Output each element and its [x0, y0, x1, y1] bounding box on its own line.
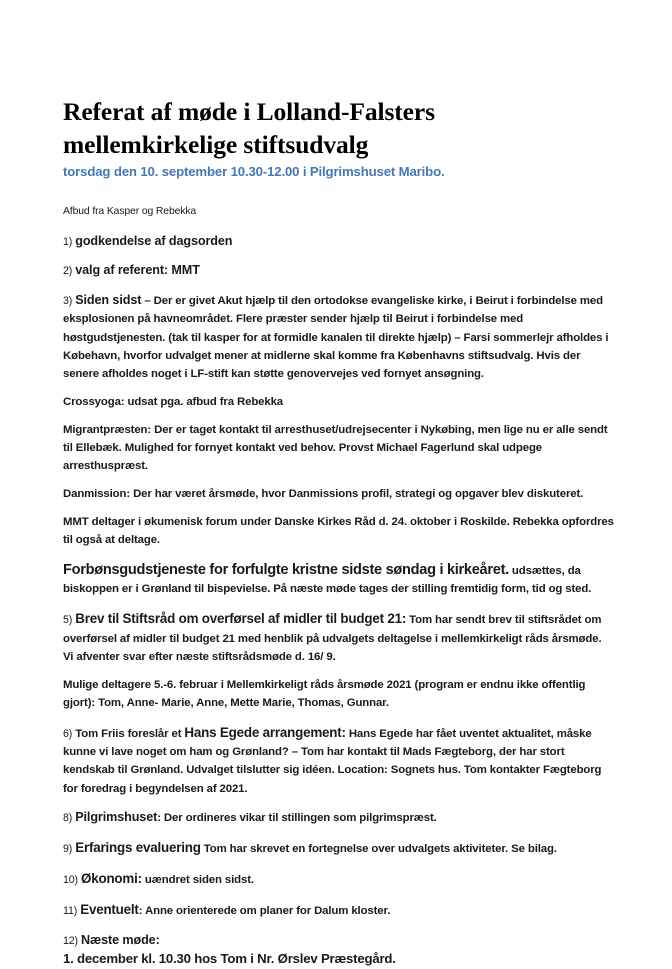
agenda-item-11-number: 11): [63, 905, 78, 918]
agenda-item-10: [63, 868, 614, 889]
agenda-item-9: [63, 837, 614, 858]
agenda-item-3: [63, 290, 614, 383]
agenda-item-10-number: 10): [63, 874, 78, 887]
paragraph-migrant: [63, 421, 614, 476]
paragraph-forbonsgudstjeneste: [63, 559, 614, 599]
paragraph-deltagere-text: Mulige deltagere 5.-6. februar i Mellemkirkeligt råds årsmøde 2021 (program er endnu ikke offentlig gjort): Tom, Anne- Marie, Anne, Mette Marie, Thomas, Gunnar.: [63, 678, 586, 710]
agenda-item-8-heading: Pilgrimshuset: [75, 810, 158, 825]
paragraph-mmt-text: MMT deltager i økumenisk forum under Danske Kirkes Råd d. 24. oktober i Roskilde. Rebekka opfordres til også at deltage.: [63, 515, 614, 546]
agenda-item-6-body: Hans Egede har fået uventet aktualitet, måske kunne vi lave noget om ham og Grønland? – Tom har kontakt til Mads Fægteborg, der har stort kendskab til Grønland. Udvalget tilslutter sig idéen. Location: Sognets hus. Tom kontakter Fægteborg for foredrag i begyndelsen af 2021.: [63, 727, 602, 795]
paragraph-migrant-text: Migrantpræsten: Der er taget kontakt til arresthuset/udrejsecenter i Nykøbing, men lige nu er alle sendt til Ellebæk. Mulighed for fornyet kontakt ved behov. Provst Michael Fagerlund skal udpege arresthuspræst.: [63, 423, 608, 473]
forbonsgudstjeneste-body: udsættes, da biskoppen er i Grønland til bispevielse. På næste møde tages der stilling fremtidig form, tid og sted.: [63, 564, 592, 596]
absence-note-text: Afbud fra Kasper og Rebekka: [63, 206, 197, 218]
agenda-item-1: [63, 231, 614, 251]
agenda-item-2-number: 2): [63, 265, 73, 278]
paragraph-crossyoga-text: Crossyoga: udsat pga. afbud fra Rebekka: [63, 395, 284, 408]
agenda-item-5-number: 5): [63, 614, 73, 627]
paragraph-danmission-text: Danmission: Der har været årsmøde, hvor Danmissions profil, strategi og opgaver blev diskuteret.: [63, 487, 584, 500]
agenda-item-1-heading: godkendelse af dagsorden: [75, 233, 233, 248]
agenda-item-8-body: : Der ordineres vikar til stillingen som pilgrimspræst.: [157, 812, 437, 825]
page-title: Referat af møde i Lolland-Falsters mellemkirkelige stiftsudvalg: [63, 97, 435, 159]
paragraph-mmt: [63, 513, 614, 550]
agenda-item-6-heading: Hans Egede arrangement:: [184, 724, 346, 740]
agenda-item-8-number: 8): [63, 812, 73, 825]
absence-note: [63, 202, 614, 221]
agenda-item-11-heading: Eventuelt: [80, 902, 139, 918]
forbonsgudstjeneste-heading: Forbønsgudstjeneste for forfulgte kristne sidste søndag i kirkeåret.: [63, 561, 509, 578]
agenda-item-5-heading: Brev til Stiftsråd om overførsel af midler til budget 21:: [75, 611, 407, 627]
agenda-item-3-body: – Der er givet Akut hjælp til den ortodokse evangeliske kirke, i Beirut i forbindelse med eksplosionen på havneområdet. Flere præster sender hjælp til Beirut i forbindelse med høstgudstjenesten. (tak til kasper for at formidle kanalen til direkte hjælp) – Farsi sommerlejr afholdes i Købehavn, hvorfor udvalget mener at midlerne skal komme fra Københavns stiftsudvalg. Hvis der senere afholdes noget i LF-stift kan støtte genovervejes ved fornyet ansøgning.: [63, 295, 609, 381]
agenda-item-11-body: : Anne orienterede om planer for Dalum kloster.: [138, 905, 391, 918]
agenda-item-6-lead: Tom Friis foreslår et: [75, 727, 185, 740]
agenda-item-9-heading: Erfarings evaluering: [75, 840, 201, 856]
agenda-item-11: [63, 899, 614, 920]
agenda-item-1-number: 1): [63, 235, 73, 248]
paragraph-deltagere: [63, 676, 614, 713]
agenda-item-6-number: 6): [63, 727, 73, 740]
agenda-item-3-heading: Siden sidst: [75, 293, 142, 308]
agenda-item-12: [63, 930, 614, 969]
paragraph-danmission: [63, 485, 614, 503]
agenda-item-10-body: uændret siden sidst.: [141, 874, 254, 887]
next-meeting-detail: 1. december kl. 10.30 hos Tom i Nr. Ørslev Præstegård.: [63, 951, 396, 967]
agenda-item-9-body: Tom har skrevet en fortegnelse over udvalgets aktiviteter. Se bilag.: [200, 843, 557, 856]
agenda-item-5-body: Tom har sendt brev til stiftsrådet om overførsel af midler til budget 21 med henblik på udvalgets deltagelse i mellemkirkeligt råds årsmøde. Vi afventer svar efter næste stiftsrådsmøde d. 16/ 9.: [63, 614, 602, 664]
agenda-item-9-number: 9): [63, 843, 73, 856]
agenda-item-10-heading: Økonomi:: [81, 871, 142, 887]
agenda-item-8: [63, 807, 614, 827]
agenda-item-12-number: 12): [63, 935, 78, 948]
page-subtitle: torsdag den 10. september 10.30-12.00 i Pilgrimshuset Maribo.: [63, 164, 445, 180]
agenda-item-2: [63, 260, 614, 280]
agenda-item-5: [63, 608, 614, 666]
paragraph-crossyoga: [63, 393, 614, 411]
agenda-item-2-heading: valg af referent: MMT: [75, 263, 200, 278]
agenda-item-3-number: 3): [63, 295, 73, 308]
agenda-item-12-heading: Næste møde:: [81, 933, 160, 948]
agenda-item-6: [63, 722, 614, 798]
